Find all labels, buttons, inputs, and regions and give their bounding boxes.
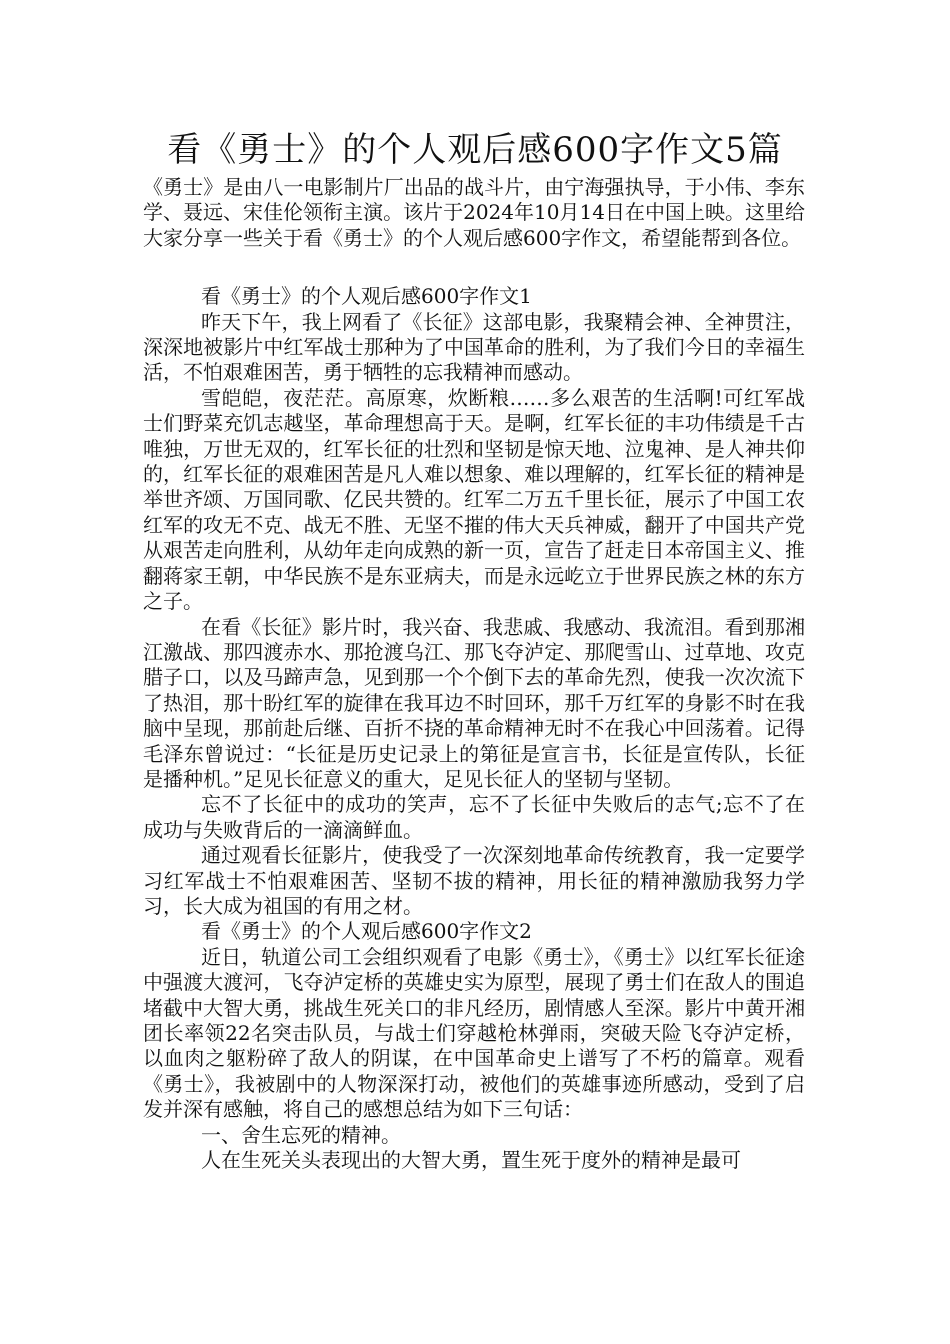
essay-1-paragraph: 在看《长征》影片时，我兴奋、我悲戚、我感动、我流泪。看到那湘江激战、那四渡赤水、那抢渡乌江、那飞夺泸定、那爬雪山、过草地、攻克腊子口，以及马蹄声急，见到那一个个倒下去的革命先烈，使我一次次流下了热泪，那十盼红军的旋律在我耳边不时回环，那千万红军的身影不时在我脑中呈现，那前赴后继、百折不挠的革命精神无时不在我心中回荡着。记得毛泽东曾说过：“长征是历史记录上的第征是宣言书，长征是宣传队，长征是播种机。”足见长征意义的重大，足见长征人的坚韧与坚韧。 bbox=[143, 614, 805, 791]
essay-2-heading: 看《勇士》的个人观后感600字作文2 bbox=[201, 919, 532, 944]
essay-2-paragraph: 近日，轨道公司工会组织观看了电影《勇士》，《勇士》以红军长征途中强渡大渡河，飞夺泸定桥的英雄史实为原型，展现了勇士们在敌人的围追堵截中大智大勇，挑战生死关口的非凡经历，剧情感人至深。影片中黄开湘团长率领22名突击队员，与战士们穿越枪林弹雨，突破天险飞夺泸定桥，以血肉之躯粉碎了敌人的阴谋，在中国革命史上谱写了不朽的篇章。观看《勇士》，我被剧中的人物深深打动，被他们的英雄事迹所感动，受到了启发并深有感触，将自己的感想总结为如下三句话： bbox=[143, 944, 805, 1122]
essay-2-paragraph: 人在生死关头表现出的大智大勇，置生死于度外的精神是最可 bbox=[201, 1148, 741, 1173]
document-title: 看《勇士》的个人观后感600字作文5篇 bbox=[167, 130, 783, 170]
essay-1-paragraph: 昨天下午，我上网看了《长征》这部电影，我聚精会神、全神贯注，深深地被影片中红军战士那种为了中国革命的胜利，为了我们今日的幸福生活，不怕艰难困苦，勇于牺牲的忘我精神而感动。 bbox=[143, 309, 805, 385]
essay-2-section-heading: 一、舍生忘死的精神。 bbox=[201, 1122, 401, 1147]
essay-1-heading: 看《勇士》的个人观后感600字作文1 bbox=[201, 284, 532, 309]
intro-paragraph: 《勇士》是由八一电影制片厂出品的战斗片，由宁海强执导，于小伟、李东学、聂远、宋佳伦领衔主演。该片于2024年10月14日在中国上映。这里给大家分享一些关于看《勇士》的个人观后感600字作文，希望能帮到各位。 bbox=[143, 175, 805, 250]
essay-1-paragraph: 忘不了长征中的成功的笑声，忘不了长征中失败后的志气;忘不了在成功与失败背后的一滴滴鲜血。 bbox=[143, 792, 805, 842]
essay-1-paragraph: 雪皑皑，夜茫茫。高原寒，炊断粮……多么艰苦的生活啊!可红军战士们野菜充饥志越坚，革命理想高于天。是啊，红军长征的丰功伟绩是千古唯独，万世无双的，红军长征的壮烈和坚韧是惊天地、泣鬼神、是人神共仰的，红军长征的艰难困苦是凡人难以想象、难以理解的，红军长征的精神是举世齐颂、万国同歌、亿民共赞的。红军二万五千里长征，展示了中国工农红军的攻无不克、战无不胜、无坚不摧的伟大天兵神威，翻开了中国共产党从艰苦走向胜利，从幼年走向成熟的新一页，宣告了赶走日本帝国主义、推翻蒋家王朝，中华民族不是东亚病夫，而是永远屹立于世界民族之林的东方之子。 bbox=[143, 385, 805, 614]
document-body bbox=[143, 175, 805, 1173]
essay-1-paragraph: 通过观看长征影片，使我受了一次深刻地革命传统教育，我一定要学习红军战士不怕艰难困苦、坚韧不拔的精神，用长征的精神激励我努力学习，长大成为祖国的有用之材。 bbox=[143, 843, 805, 918]
